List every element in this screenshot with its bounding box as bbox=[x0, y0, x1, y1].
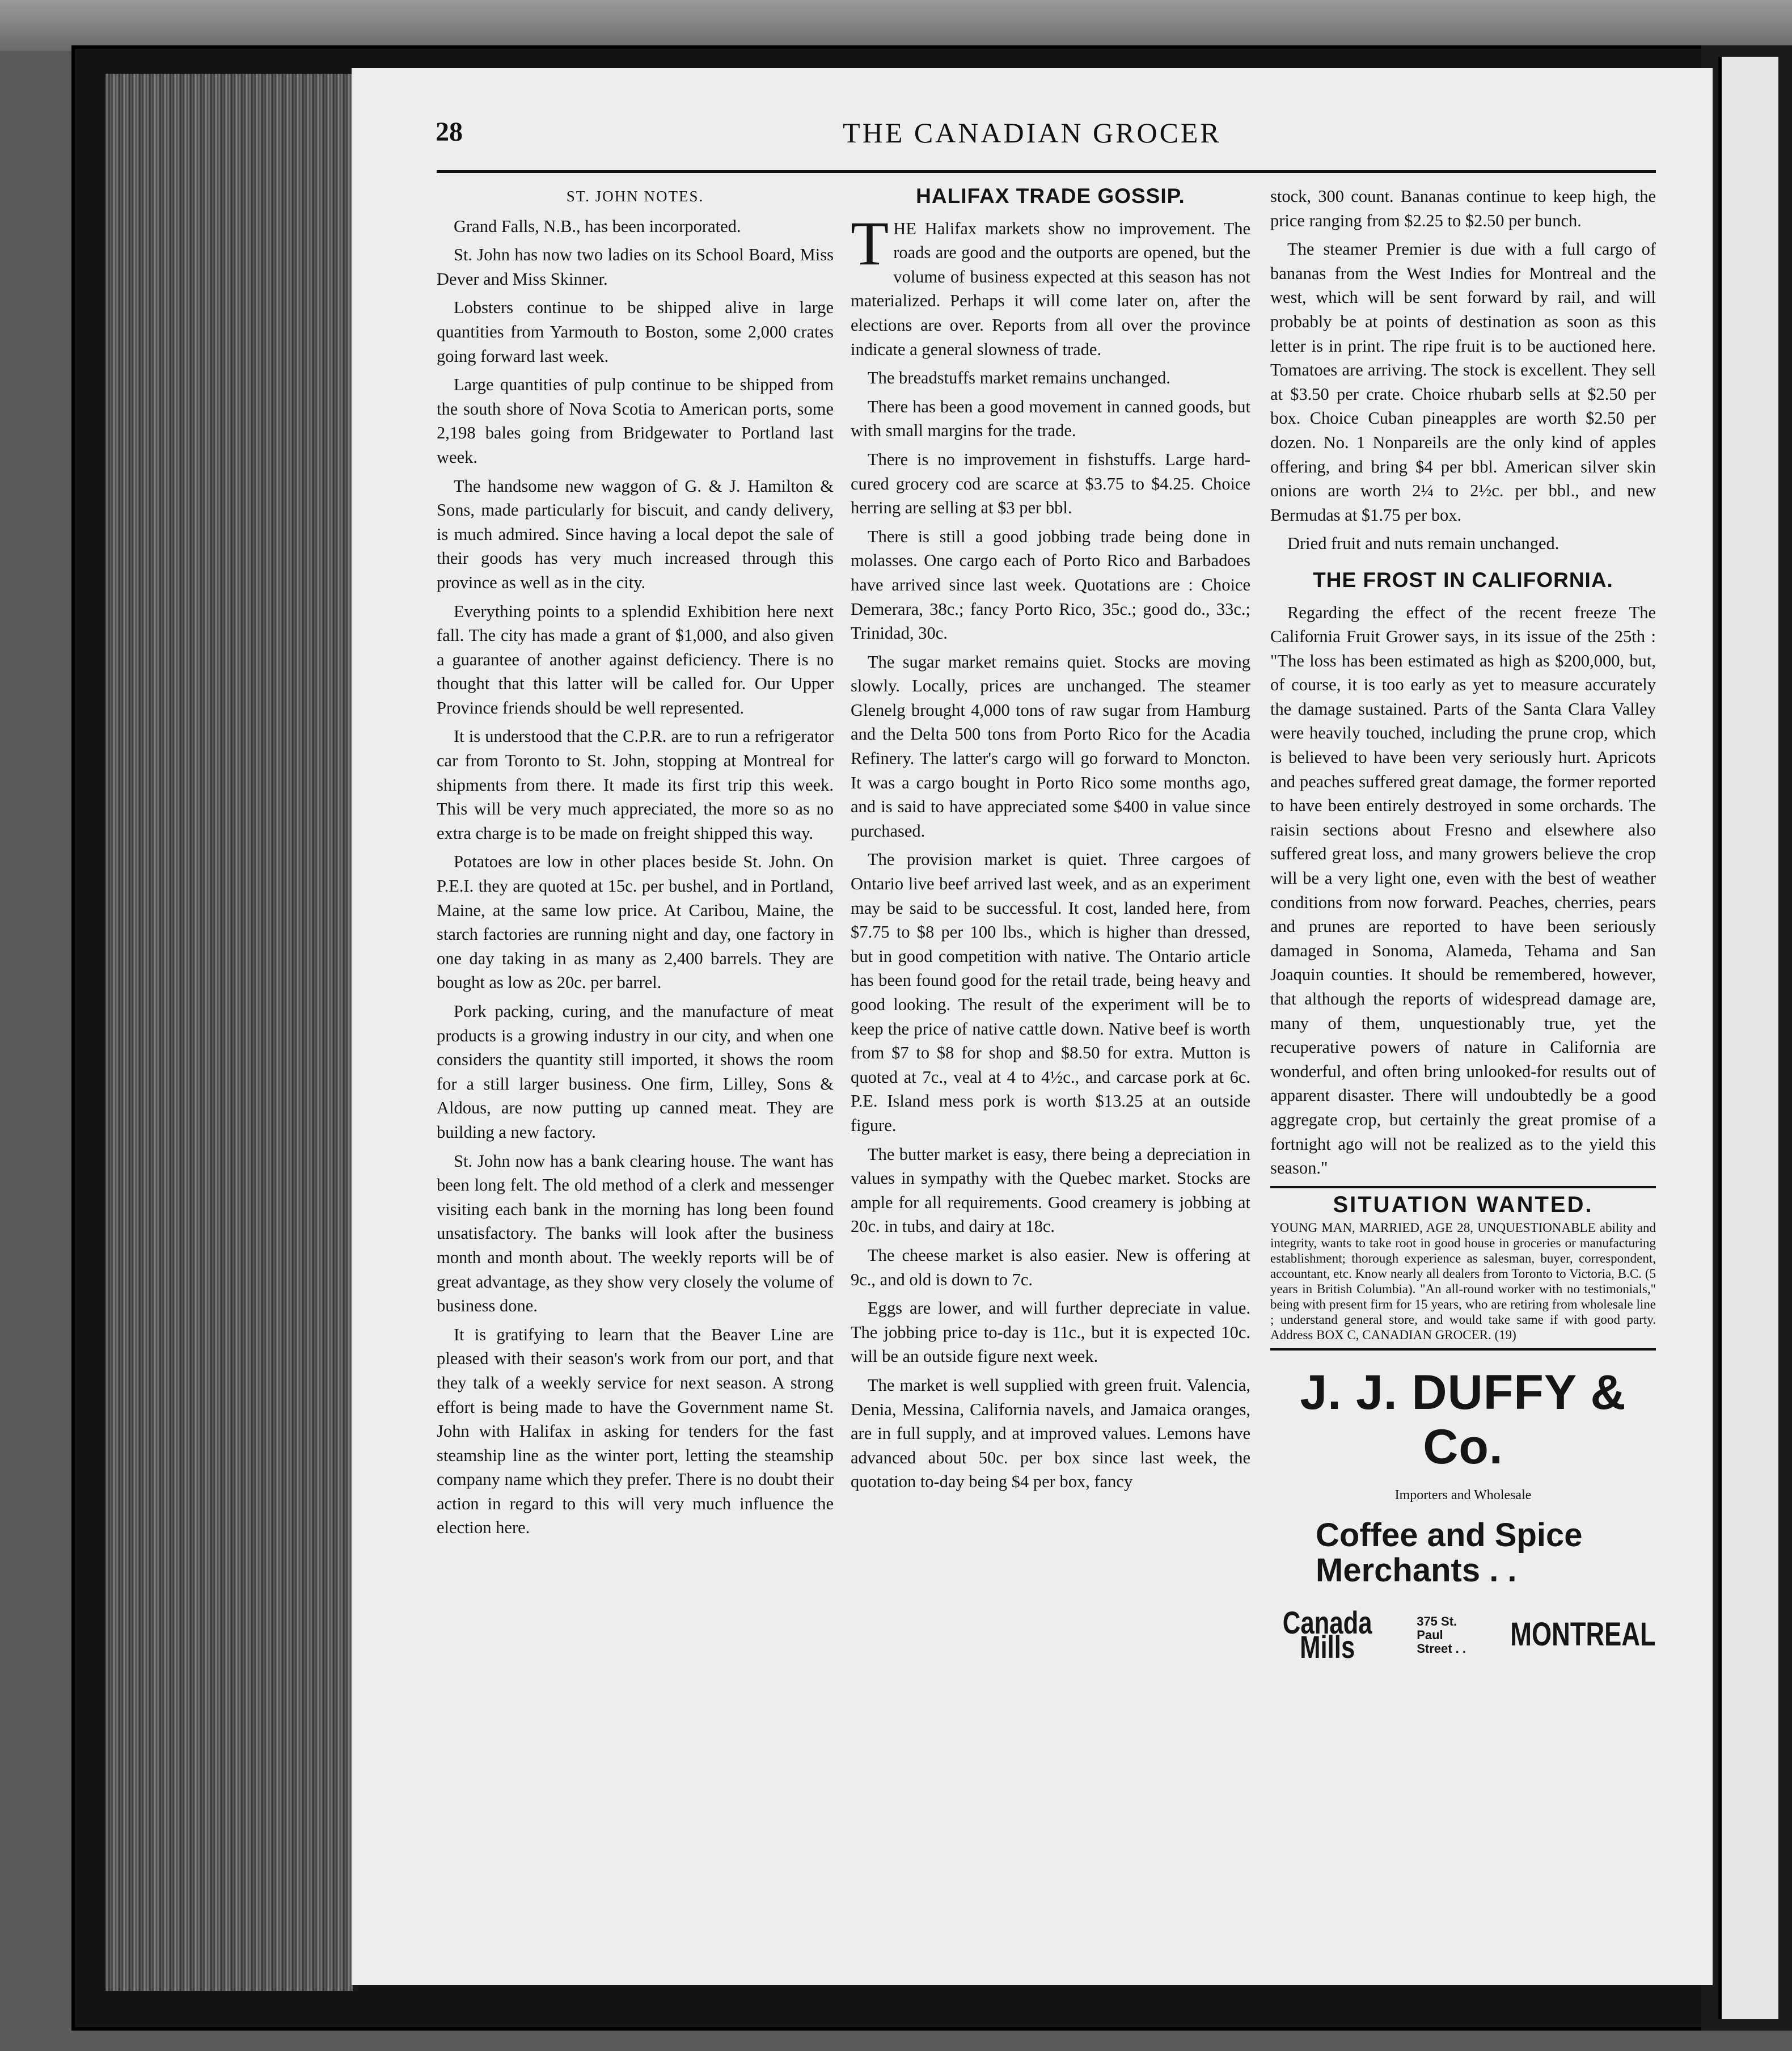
duffy-street2: Street . . bbox=[1417, 1641, 1466, 1656]
paragraph: There has been a good movement in canned goods, but with small margins for the trade. bbox=[851, 396, 1250, 441]
paragraph: The cheese market is also easier. New is offering at 9c., and old is down to 7c. bbox=[851, 1245, 1250, 1289]
running-header bbox=[352, 116, 1713, 162]
frost-heading: THE FROST IN CALIFORNIA. bbox=[1313, 568, 1613, 592]
paragraph: St. John has now two ladies on its School Board, Miss Dever and Miss Skinner. bbox=[437, 245, 834, 289]
paragraph: There is no improvement in fishstuffs. Large hard-cured grocery cod are scarce at $3.75 to $4.25. Choice herring are selling at $3 per bbl. bbox=[851, 449, 1250, 518]
paragraph: The steamer Premier is due with a full cargo of bananas from the West Indies for Montreal and the west, which will be sent forward by rail, and will probably be at points of destination as soon as this letter is in print. The ripe fruit is to be auctioned here. Tomatoes are arriving. The stock is excellent. They sell at $3.50 per crate. Choice rhubarb sells at $2.50 per box. Choice Cuban pineapples are worth $2.50 per dozen. No. 1 Nonpareils are the only kind of apples offering, and bring $4 per bbl. American silver skin onions are worth 2¼ to 2½c. per bbl., and new Bermudas at $1.75 per box. bbox=[1270, 239, 1656, 525]
paragraph: Eggs are lower, and will further depreciate in value. The jobbing price to-day is 11c., but it is expected 10c. will be an outside figure next week. bbox=[851, 1298, 1250, 1366]
lead-paragraph bbox=[851, 208, 1250, 362]
paragraph: Potatoes are low in other places beside St. John. On P.E.I. they are quoted at 15c. per bushel, and in Portland, Maine, at the same low price. At Caribou, Maine, the starch factories are running night and day, one factory in one day taking in as many as 2,400 barrels. They are bought as low as 20c. per barrel. bbox=[437, 852, 834, 993]
duffy-street1: 375 St. Paul bbox=[1417, 1614, 1457, 1642]
situation-wanted-ad bbox=[1270, 1186, 1656, 1351]
column-st-john bbox=[437, 184, 834, 1544]
halifax-heading: HALIFAX TRADE GOSSIP. bbox=[916, 184, 1185, 208]
paragraph: It is gratifying to learn that the Beaver Line are pleased with their season's work from our port, and that they talk of a weekly service for next season. A strong effort is being made to have the Government name St. John with Halifax in asking for tenders for the fast steamship line as the winter port, letting the steamship company name which they prefer. There is no doubt their action in regard to this will very much influence the election here. bbox=[437, 1324, 834, 1538]
duffy-street bbox=[1417, 1615, 1469, 1656]
lead-text: HE Halifax markets show no improvement. The roads are good and the outports are opened, but the volume of business expected at this season has not materialized. Perhaps it will come later on, after the elections are over. Reports from all over the province indicate a general slowness of trade. bbox=[851, 218, 1250, 359]
paragraph: Pork packing, curing, and the manufacture of meat products is a growing industry in our city, and when one considers the quantity still imported, it shows the room for a still larger business. One firm, Lilley, Sons & Aldous, are now putting up canned meat. They are building a new factory. bbox=[437, 1002, 834, 1142]
duffy-city: MONTREAL bbox=[1510, 1616, 1656, 1653]
paragraph: Grand Falls, N.B., has been incorporated. bbox=[454, 216, 741, 236]
duffy-address bbox=[1270, 1604, 1656, 1665]
publication-title: THE CANADIAN GROCER bbox=[843, 117, 1222, 149]
frost-paragraph: Regarding the effect of the recent freeze The California Fruit Grower says, in its issue of the 25th : "The loss has been estimated as high as $200,000, but, of course, it is too early as yet to measure accurately the damage sustained. Parts of the Santa Clara Valley were heavily touched, including the prune crop, which is believed to have been very seriously hurt. Apricots and peaches suffered great damage, the former reported to have been entirely destroyed in some orchards. The raisin sections about Fresno and elsewhere also suffered great loss, and many growers believe the crop will be a very light one, even with the best of weather conditions from now forward. Peaches, cherries, pears and prunes are reported to have been seriously damaged in Sonoma, Alameda, Tehama and San Joaquin counties. It should be remembered, however, that although the reports of widespread damage are, many of them, unquestionably true, yet the recuperative powers of nature in California are wonderful, and often bring unlooked-for results out of apparent disaster. There will undoubtedly be a good aggregate crop, but certainly the great promise of a fortnight ago will not be realized as to the yield this season." bbox=[1270, 602, 1656, 1178]
paragraph: Large quantities of pulp continue to be shipped from the south shore of Nova Scotia to American ports, some 2,198 bales going from Bridgewater to Portland last week. bbox=[437, 375, 834, 467]
paragraph: Lobsters continue to be shipped alive in large quantities from Yarmouth to Boston, some 2,000 crates going forward last week. bbox=[437, 298, 834, 366]
paragraph: The provision market is quiet. Three cargoes of Ontario live beef arrived last week, and as an experiment may be said to be successful. It cost, landed here, from $7.75 to $8 per 100 lbs., which is higher than dressed, but in good competition with native. The Ontario article has been found good for the retail trade, being heavy and good looking. The result of the experiment will be to keep the price of native cattle down. Native beef is worth from $7 to $8 for shop and $8.50 for extra. Mutton is quoted at 7c., veal at 4 to 4½c., and carcase pork at 6c. P.E. Island mess pork is worth $13.25 at an outside figure. bbox=[851, 850, 1250, 1135]
column-halifax bbox=[851, 184, 1250, 1499]
newspaper-page bbox=[352, 68, 1713, 1985]
drop-cap: T bbox=[851, 208, 889, 278]
paragraph: The market is well supplied with green fruit. Valencia, Denia, Messina, California navels, and Jamaica oranges, are in full supply, and at improved values. Lemons have advanced about 50c. per box since last week, the quotation to-day being $4 per box, fancy bbox=[851, 1375, 1250, 1492]
situation-heading: SITUATION WANTED. bbox=[1333, 1192, 1594, 1217]
paragraph: The sugar market remains quiet. Stocks are moving slowly. Locally, prices are unchanged. The steamer Glenelg brought 4,000 tons of raw sugar from Hamburg and the Delta 500 tons from Porto Rico for the Acadia Refinery. The latter's cargo will go forward to Moncton. It was a cargo bought in Porto Rico some months ago, and is said to have appreciated some $400 in value since purchased. bbox=[851, 652, 1250, 841]
duffy-mills: Canada Mills bbox=[1282, 1604, 1372, 1665]
page-stack-edge bbox=[105, 74, 358, 1991]
duffy-subtitle: Importers and Wholesale bbox=[1394, 1488, 1532, 1503]
st-john-heading: ST. JOHN NOTES. bbox=[566, 188, 704, 205]
duffy-line2: Merchants . . bbox=[1316, 1551, 1517, 1589]
duffy-line1: Coffee and Spice bbox=[1316, 1516, 1583, 1554]
paragraph: Everything points to a splendid Exhibition here next fall. The city has made a grant of $1,000, and also given a guarantee of another against deficiency. There is no thought that this latter will be called for. Our Upper Province friends should be well represented. bbox=[437, 601, 834, 718]
paragraph: The butter market is easy, there being a depreciation in values in sympathy with the Quebec market. Stocks are ample for all requirements. Good creamery is jobbing at 20c. in tubs, and dairy at 18c. bbox=[851, 1144, 1250, 1236]
paragraph: There is still a good jobbing trade being done in molasses. One cargo each of Porto Rico and Barbadoes have arrived since last week. Quotations are : Choice Demerara, 38c.; fancy Porto Rico, 35c.; good do., 33c.; Trinidad, 30c. bbox=[851, 526, 1250, 643]
paragraph: The handsome new waggon of G. & J. Hamilton & Sons, made particularly for biscuit, and candy delivery, is much admired. Since having a local depot the sale of their goods has very much increased through this province as well as in the city. bbox=[437, 476, 834, 592]
paragraph: It is understood that the C.P.R. are to run a refrigerator car from Toronto to St. John, stopping at Montreal for shipments from there. It made its first trip this week. This will be very much appreciated, the more so as no extra charge is to be made on freight shipped this way. bbox=[437, 727, 834, 843]
duffy-advertisement bbox=[1270, 1365, 1656, 1665]
duffy-name: J. J. DUFFY & Co. bbox=[1300, 1365, 1626, 1475]
facing-page-edge bbox=[1701, 45, 1792, 2031]
paragraph: The breadstuffs market remains unchanged. bbox=[868, 368, 1170, 388]
header-rule bbox=[437, 170, 1656, 173]
paragraph: St. John now has a bank clearing house. The want has been long felt. The old method of a clerk and messenger visiting each bank in the morning has long been found unsatisfactory. The banks will look after the business month and month about. The weekly reports will be of great advantage, as they show very closely the volume of business done. bbox=[437, 1151, 834, 1316]
page-number: 28 bbox=[436, 117, 463, 147]
paragraph: Dried fruit and nuts remain unchanged. bbox=[1287, 534, 1559, 554]
column-three bbox=[1270, 184, 1656, 1665]
situation-text: YOUNG MAN, MARRIED, AGE 28, UNQUESTIONABLE ability and integrity, wants to take root in good house in groceries or manufacturing establishment; thorough experience as salesman, buyer, correspondent, accountant, etc. Know nearly all dealers from Toronto to Victoria, B.C. (5 years in British Columbia). "An all-round worker with no testimonials," being with present firm for 15 years, who are retiring from wholesale line ; understand general store, and would take same if with good party. Address BOX C, CANADIAN GROCER. (19) bbox=[1270, 1221, 1656, 1343]
continuation-paragraph: stock, 300 count. Bananas continue to keep high, the price ranging from $2.25 to $2.50 per bunch. bbox=[1270, 187, 1656, 230]
scan-background bbox=[0, 0, 1792, 51]
